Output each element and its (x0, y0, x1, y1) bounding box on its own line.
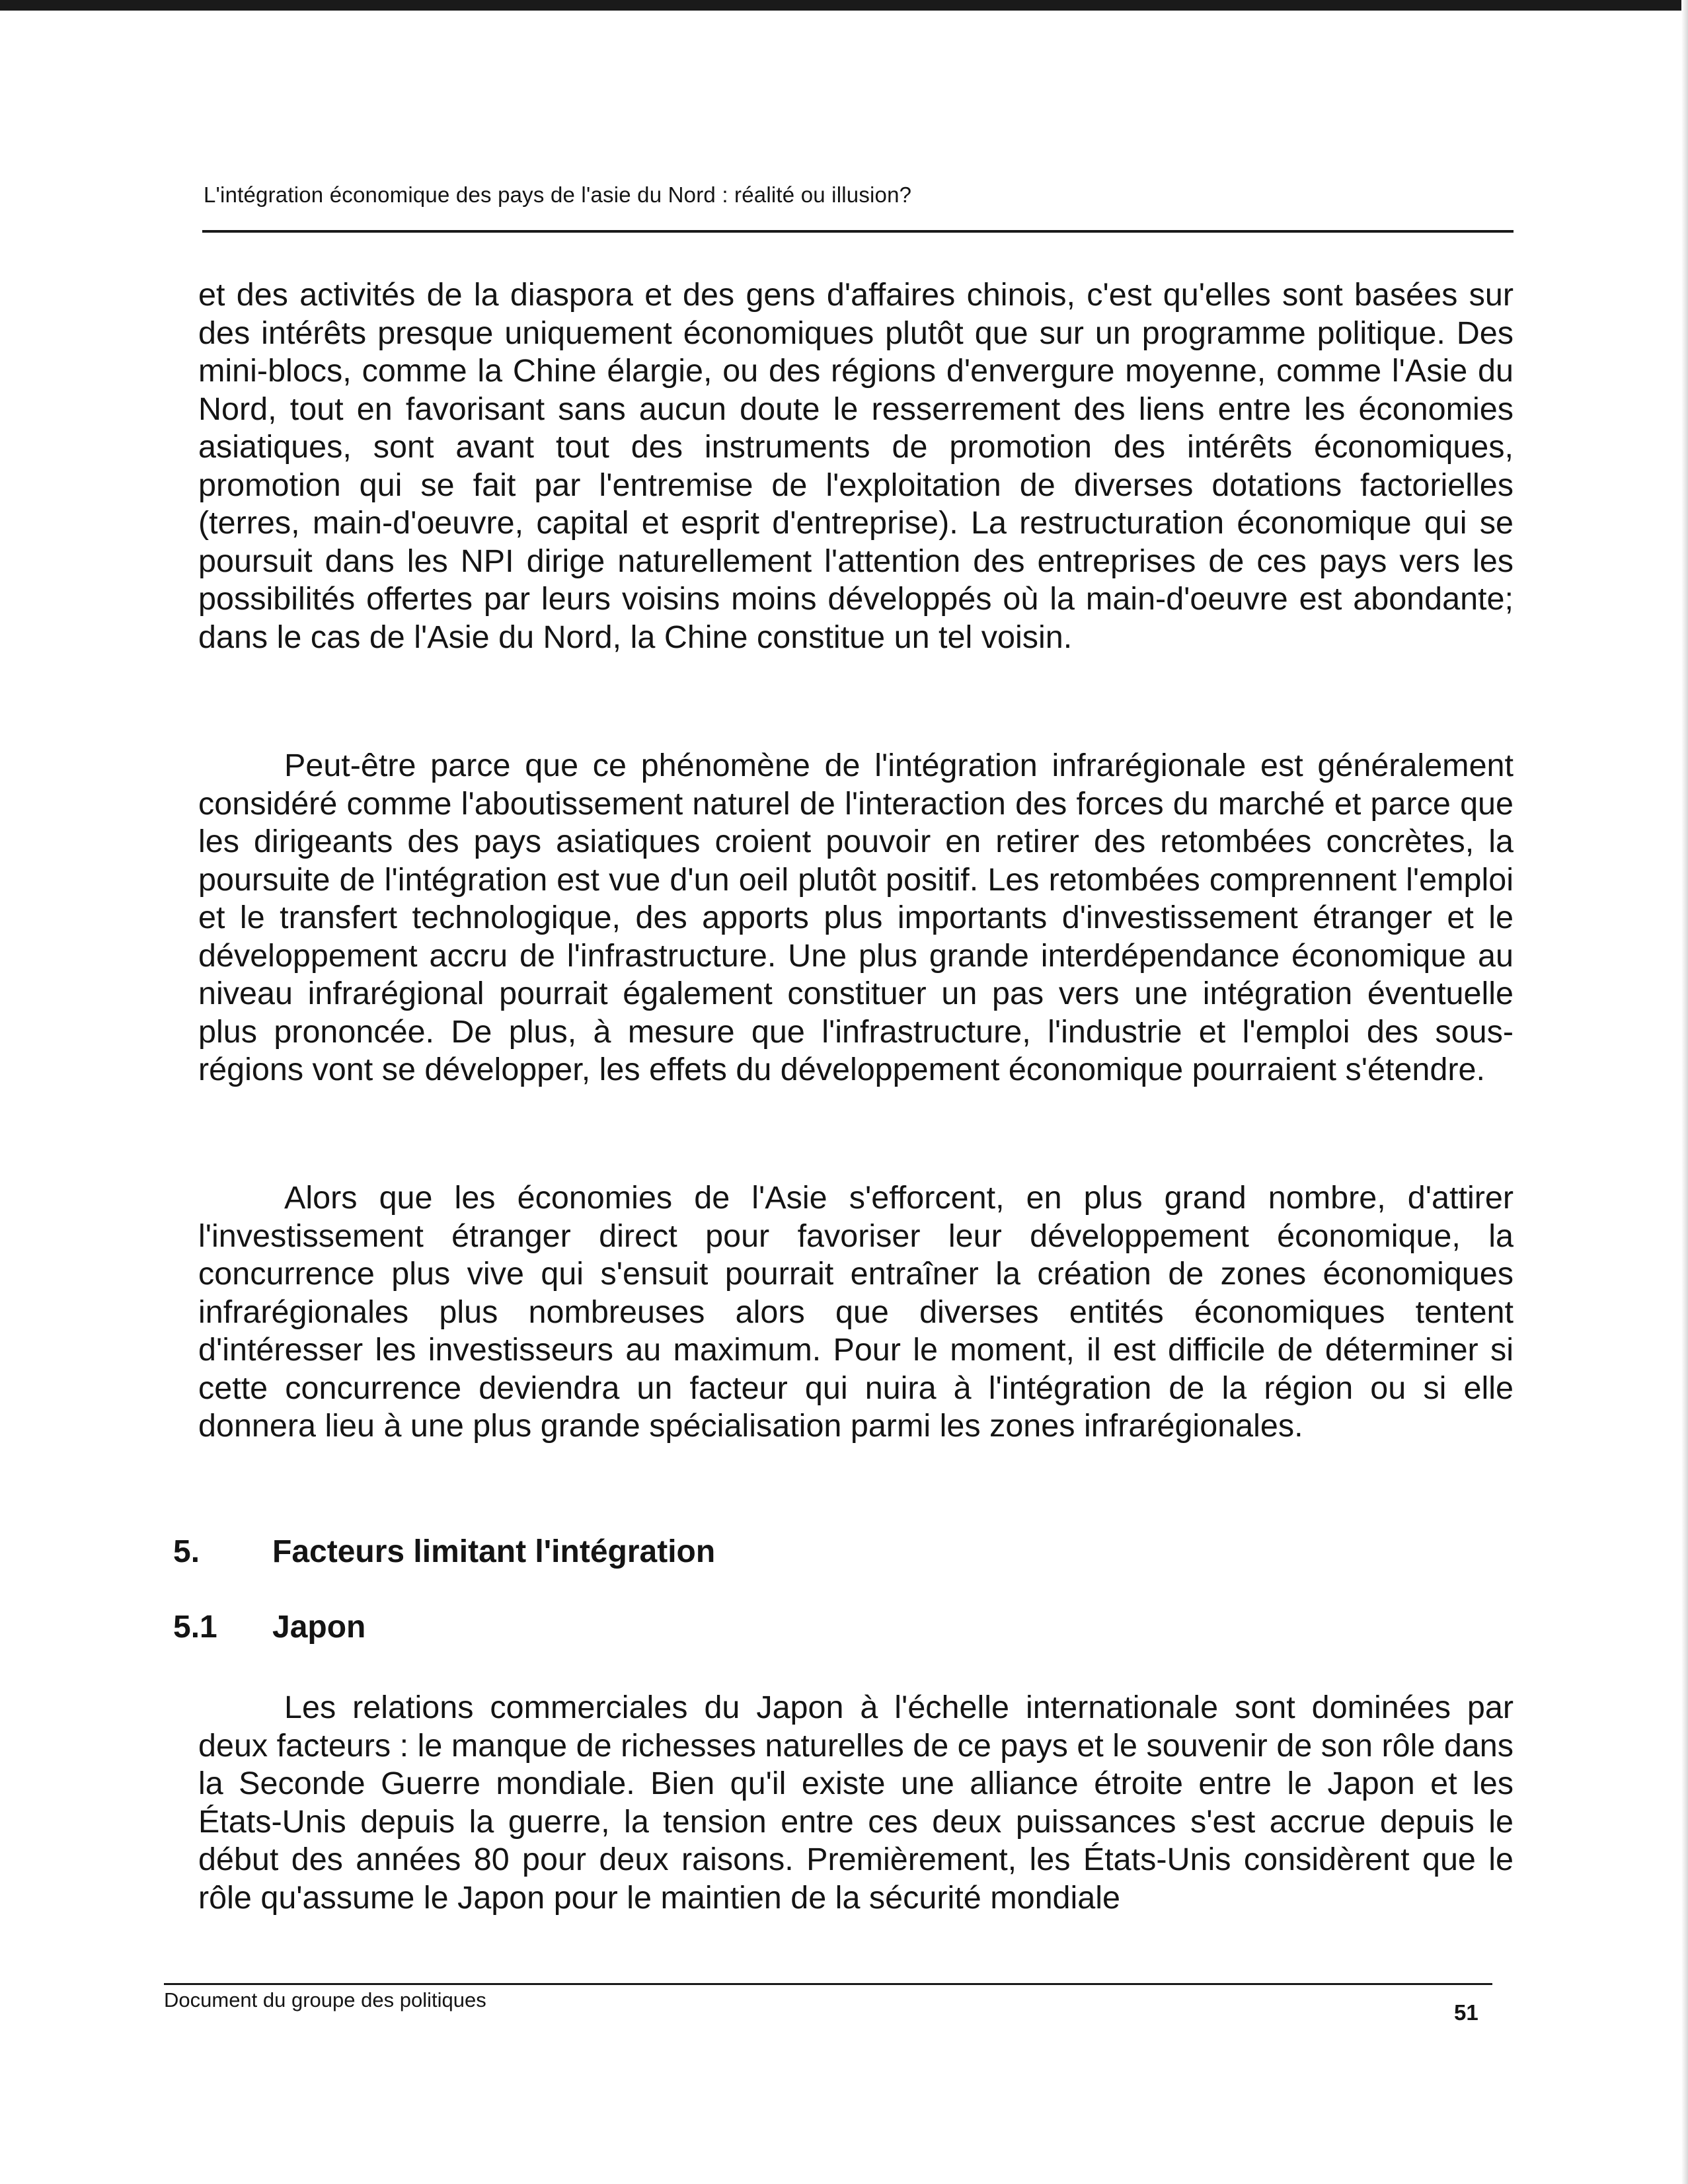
page-number: 51 (1454, 2000, 1478, 2025)
subsection-number: 5.1 (173, 1610, 217, 1645)
section-heading-5 (173, 1534, 715, 1570)
paragraph-1: et des activités de la diaspora et des gens d'affaires chinois, c'est qu'elles sont basées sur des intérêts presque uniquement économiques plutôt que sur un programme politique. Des mini-blocs, comme la Chine élargie, ou des régions d'envergure moyenne, comme l'Asie du Nord, tout en favorisant sans aucun doute le resserrement des liens entre les économies asiatiques, sont avant tout des instruments de promotion des intérêts économiques, promotion qui se fait par l'entremise de l'exploitation de diverses dotations factorielles (terres, main-d'oeuvre, capital et esprit d'entreprise). La restructuration économique qui se poursuit dans les NPI dirige naturellement l'attention des entreprises de ces pays vers les possibilités offertes par leurs voisins moins développés où la main-d'oeuvre est abondante; dans le cas de l'Asie du Nord, la Chine constitue un tel voisin. (198, 277, 1514, 655)
header-rule (202, 230, 1514, 233)
footer-rule (164, 1983, 1492, 1985)
paragraph-2: Peut-être parce que ce phénomène de l'intégration infrarégionale est généralement considéré comme l'aboutissement naturel de l'interaction des forces du marché et parce que les dirigeants des pays asiatiques croient pouvoir en retirer des retombées concrètes, la poursuite de l'intégration est vue d'un oeil plutôt positif. Les retombées comprennent l'emploi et le transfert technologique, des apports plus importants d'investissement étranger et le développement accru de l'infrastructure. Une plus grande interdépendance économique au niveau infrarégional pourrait également constituer un pas vers une intégration éventuelle plus prononcée. De plus, à mesure que l'infrastructure, l'industrie et l'emploi des sous-régions vont se développer, les effets du développement économique pourraient s'étendre. (198, 748, 1514, 1087)
scan-border-right (1681, 0, 1688, 2184)
section-title: Facteurs limitant l'intégration (272, 1534, 716, 1569)
footer-document-title: Document du groupe des politiques (164, 1988, 486, 2011)
section-number: 5. (173, 1534, 200, 1569)
paragraph-4: Les relations commerciales du Japon à l'échelle internationale sont dominées par deux facteurs : le manque de richesses naturelles de ce pays et le souvenir de son rôle dans la Seconde Guerre mondiale. Bien qu'il existe une alliance étroite entre le Japon et les États-Unis depuis la guerre, la tension entre ces deux puissances s'est accrue depuis le début des années 80 pour deux raisons. Premièrement, les États-Unis considèrent que le rôle qu'assume le Japon pour le maintien de la sécurité mondiale (198, 1690, 1514, 1916)
subsection-title: Japon (272, 1610, 366, 1645)
running-header: L'intégration économique des pays de l'asie du Nord : réalité ou illusion? (204, 182, 912, 207)
paragraph-3: Alors que les économies de l'Asie s'efforcent, en plus grand nombre, d'attirer l'investissement étranger direct pour favoriser leur développement économique, la concurrence plus vive qui s'ensuit pourrait entraîner la création de zones économiques infrarégionales plus nombreuses alors que diverses entités économiques tentent d'intéresser les investisseurs au maximum. Pour le moment, il est difficile de déterminer si cette concurrence deviendra un facteur qui nuira à l'intégration de la région ou si elle donnera lieu à une plus grande spécialisation parmi les zones infrarégionales. (198, 1180, 1514, 1444)
scan-border-top (0, 0, 1688, 11)
subsection-heading-5-1 (173, 1609, 365, 1645)
